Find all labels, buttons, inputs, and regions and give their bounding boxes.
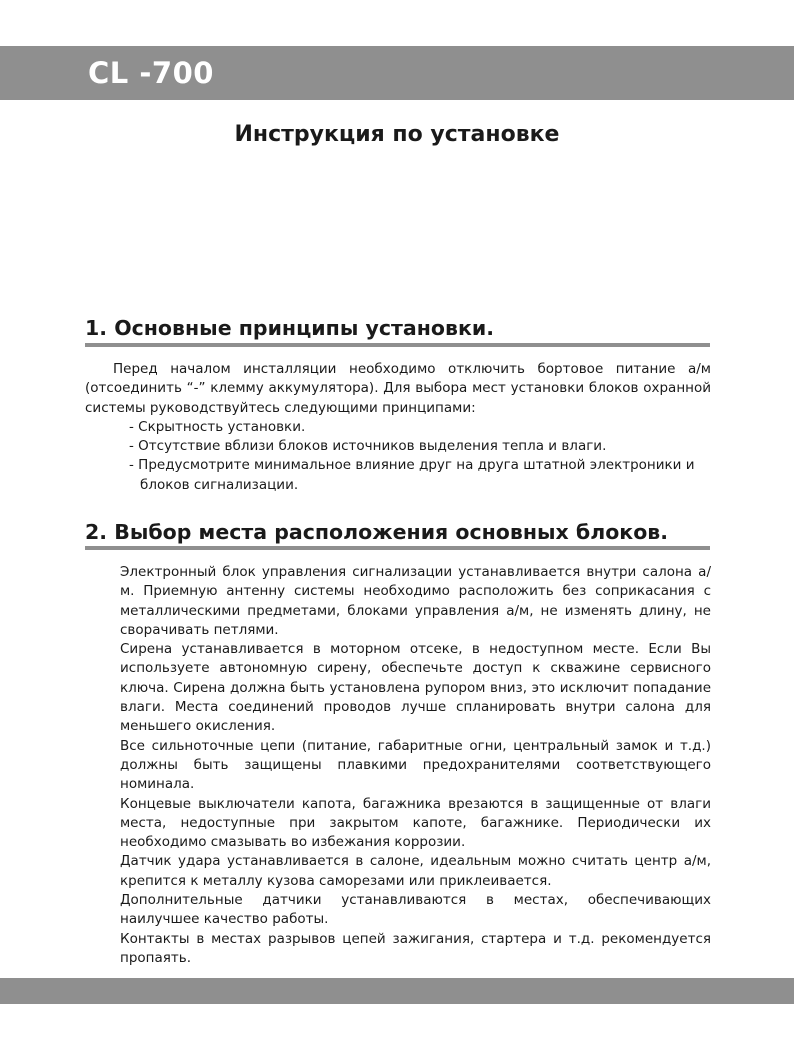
paragraph: Контакты в местах разрывов цепей зажигания, стартера и т.д. рекомендуется пропаять.: [120, 930, 711, 966]
model-name: CL -700: [88, 56, 214, 90]
paragraph: Электронный блок управления сигнализации устанавливается внутри салона а/м. Приемную антенну системы необходимо расположить без соприкасания с металлическими предметами, блоками управления а/м, не изменять длину, не сворачивать петлями.: [120, 564, 711, 638]
paragraph: Датчик удара устанавливается в салоне, идеальным можно считать центр а/м, крепится к металлу кузова саморезами или приклеивается.: [120, 853, 711, 889]
section-1-heading: 1. Основные принципы установки.: [85, 316, 495, 340]
section-1-intro: Перед началом инсталляции необходимо отключить бортовое питание а/м (отсоединить “-” клемму аккумулятора). Для выбора мест установки блоков охранной системы руководствуйтесь следующими принципами:: [85, 361, 711, 416]
section-1-body: [85, 360, 711, 495]
list-item: - Предусмотрите минимальное влияние друг на друга штатной электроники и блоков сигнализации.: [129, 457, 695, 493]
section-1-rule: [85, 343, 710, 347]
list-item: - Скрытность установки.: [129, 418, 306, 435]
paragraph: Концевые выключатели капота, багажника врезаются в защищенные от влаги места, недоступные при закрытом капоте, багажнике. Периодически их необходимо смазывать во избежания коррозии.: [120, 795, 711, 851]
document-title: Инструкция по установке: [234, 122, 560, 147]
section-2-heading: 2. Выбор места расположения основных блоков.: [85, 520, 669, 544]
paragraph: Сирена устанавливается в моторном отсеке, в недоступном месте. Если Вы используете автономную сирену, обеспечьте доступ к скважине сервисного ключа. Сирена должна быть установлена рупором вниз, это исключит попадание влаги. Места соединений проводов лучше спланировать внутри салона для меньшего окисления.: [120, 641, 711, 735]
footer-bar: [0, 978, 794, 1004]
list-item: - Отсутствие вблизи блоков источников выделения тепла и влаги.: [129, 438, 607, 455]
section-2-body: [120, 563, 711, 968]
paragraph: Дополнительные датчики устанавливаются в местах, обеспечивающих наилучшее качество работы.: [120, 892, 711, 928]
principles-list: [85, 418, 711, 495]
section-2-rule: [85, 546, 710, 550]
paragraph: Все сильноточные цепи (питание, габаритные огни, центральный замок и т.д.) должны быть защищены плавкими предохранителями соответствующего номинала.: [120, 737, 711, 793]
